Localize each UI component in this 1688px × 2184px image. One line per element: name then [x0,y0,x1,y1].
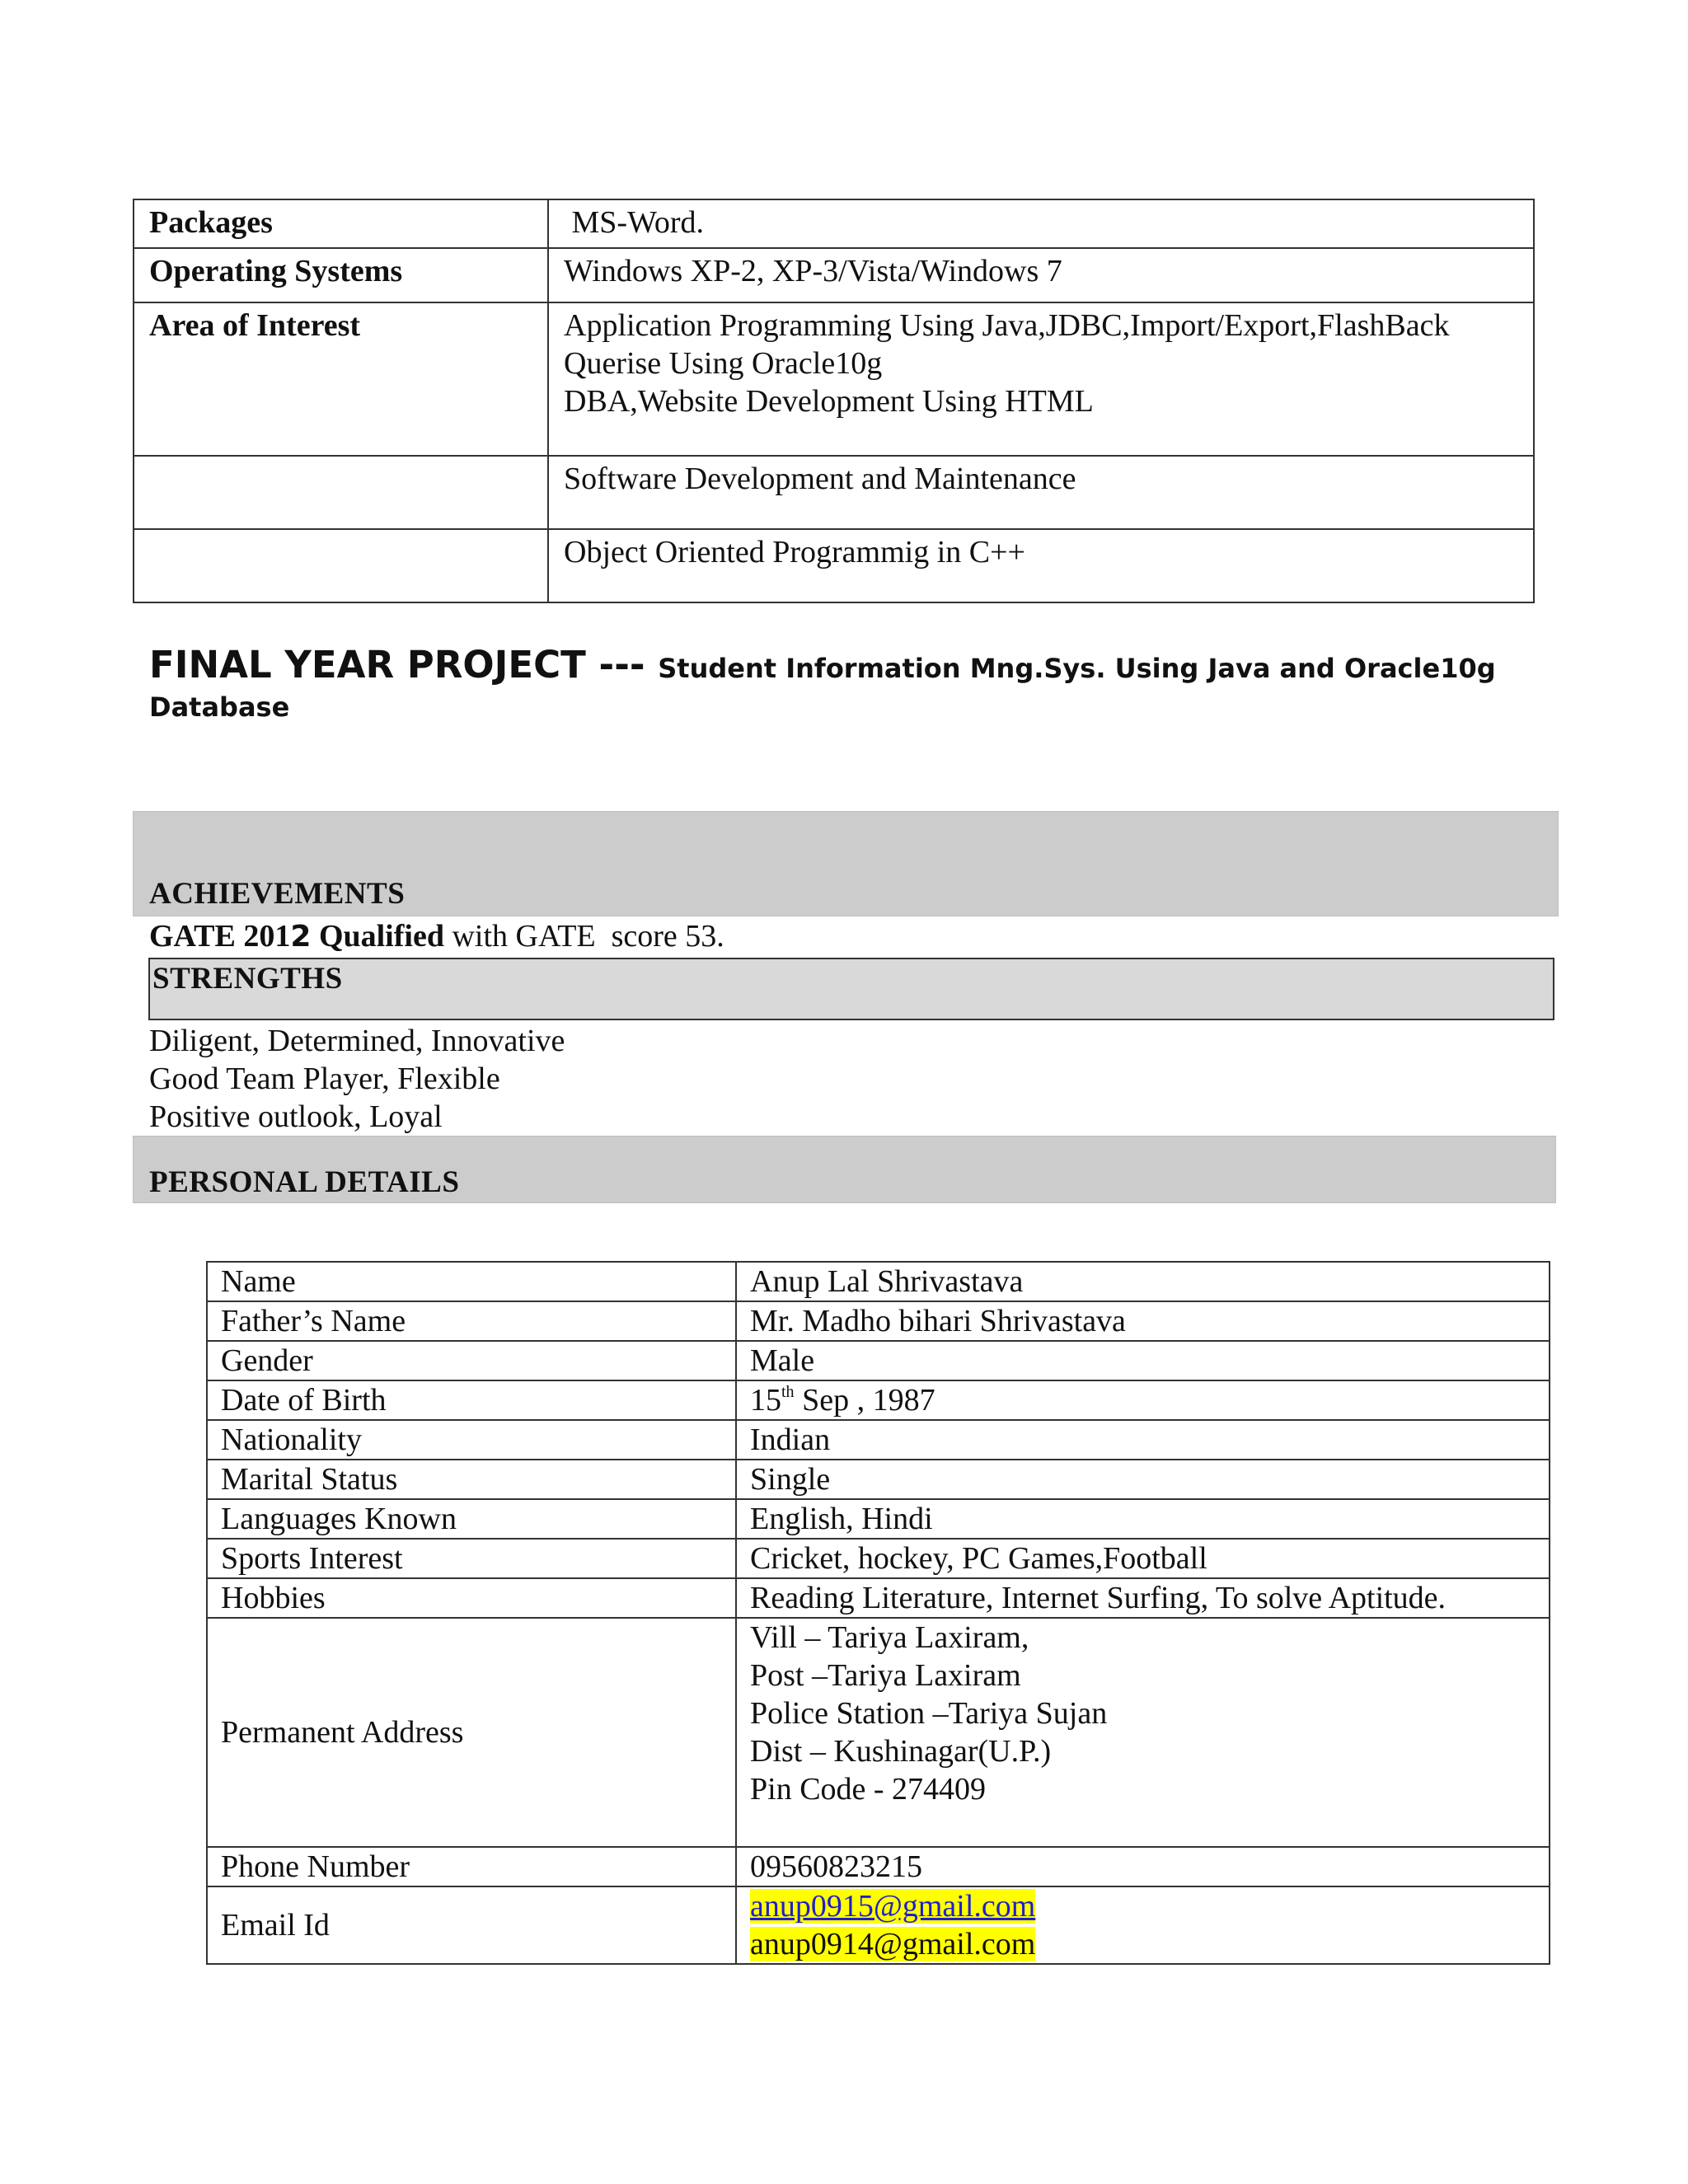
achievements-heading: ACHIEVEMENTS [149,877,406,911]
gate-bold-b: 2 [290,920,312,954]
row-value [736,1380,1550,1420]
row-value: Male [736,1341,1550,1380]
strength-item: Positive outlook, Loyal [149,1099,443,1134]
skills-row [134,199,1534,248]
row-value [736,1618,1550,1847]
gate-bold-c: Qualified [311,919,444,954]
row-value: Reading Literature, Internet Surfing, To solve Aptitude. [736,1578,1550,1618]
address-line: Pin Code - 274409 [750,1772,987,1807]
skills-value [548,248,1534,302]
skills-value-line: Object Oriented Programmig in C++ [564,535,1025,569]
row-label: Phone Number [207,1847,736,1886]
address-line: Dist – Kushinagar(U.P.) [750,1734,1052,1769]
strengths-list [149,1022,565,1136]
table-row [207,1578,1550,1618]
table-row [207,1420,1550,1460]
skills-value [548,302,1534,456]
row-value: English, Hindi [736,1499,1550,1539]
row-value: 09560823215 [736,1847,1550,1886]
skills-row [134,248,1534,302]
address-line: Vill – Tariya Laxiram, [750,1620,1029,1655]
skills-row [134,529,1534,602]
table-row [207,1847,1550,1886]
strength-item: Good Team Player, Flexible [149,1062,500,1096]
skills-value [548,199,1534,248]
table-row [207,1460,1550,1499]
skills-table [133,199,1535,603]
skills-value-line: MS-Word. [564,205,705,240]
table-row [207,1499,1550,1539]
row-label: Date of Birth [207,1380,736,1420]
skills-key [134,456,548,529]
dob-rest: Sep , 1987 [794,1383,935,1418]
email-link-primary[interactable]: anup0915@gmail.com [750,1889,1036,1924]
row-label: Hobbies [207,1578,736,1618]
table-row [207,1618,1550,1847]
table-row [207,1341,1550,1380]
skills-key: Packages [134,199,548,248]
strength-item: Diligent, Determined, Innovative [149,1024,565,1058]
skills-key [134,529,548,602]
row-value [736,1886,1550,1964]
table-row [207,1262,1550,1301]
row-label: Marital Status [207,1460,736,1499]
strengths-heading: STRENGTHS [152,962,343,996]
skills-value-line: Querise Using Oracle10g [564,346,883,381]
skills-value [548,456,1534,529]
row-value: Mr. Madho bihari Shrivastava [736,1301,1550,1341]
personal-details-table [206,1261,1550,1965]
row-label: Father’s Name [207,1301,736,1341]
project-title: Student Information Mng.Sys. Using Java and Oracle10g [658,653,1496,684]
dob-day: 15 [750,1383,781,1418]
row-label: Nationality [207,1420,736,1460]
address-line: Post –Tariya Laxiram [750,1658,1021,1693]
row-label: Name [207,1262,736,1301]
row-label: Permanent Address [207,1618,736,1847]
project-separator: --- [585,643,659,687]
skills-value-line: Application Programming Using Java,JDBC,Import/Export,FlashBack [564,308,1450,343]
email-secondary: anup0914@gmail.com [750,1927,1036,1961]
row-label: Sports Interest [207,1539,736,1578]
table-row [207,1886,1550,1964]
skills-key: Area of Interest [134,302,548,456]
gate-score: with GATE score 53. [443,919,724,954]
skills-value-line: Windows XP-2, XP-3/Vista/Windows 7 [564,254,1062,288]
row-value: Cricket, hockey, PC Games,Football [736,1539,1550,1578]
row-label: Gender [207,1341,736,1380]
row-label: Email Id [207,1886,736,1964]
table-row [207,1380,1550,1420]
row-value: Indian [736,1420,1550,1460]
personal-details-heading: PERSONAL DETAILS [149,1165,460,1199]
dob-suffix: th [781,1383,795,1402]
skills-value-line: DBA,Website Development Using HTML [564,384,1094,419]
table-row [207,1539,1550,1578]
skills-row [134,302,1534,456]
table-row [207,1301,1550,1341]
final-year-project [149,643,1550,723]
project-label: FINAL YEAR PROJECT [149,643,586,687]
strengths-band [148,958,1554,1020]
row-label: Languages Known [207,1499,736,1539]
row-value: Anup Lal Shrivastava [736,1262,1550,1301]
skills-key: Operating Systems [134,248,548,302]
row-value: Single [736,1460,1550,1499]
skills-value [548,529,1534,602]
achievement-gate [149,918,724,954]
project-title-continued: Database [149,691,290,723]
gate-bold-a: GATE 201 [149,919,291,954]
skills-value-line: Software Development and Maintenance [564,462,1076,496]
skills-row [134,456,1534,529]
address-line: Police Station –Tariya Sujan [750,1696,1108,1731]
